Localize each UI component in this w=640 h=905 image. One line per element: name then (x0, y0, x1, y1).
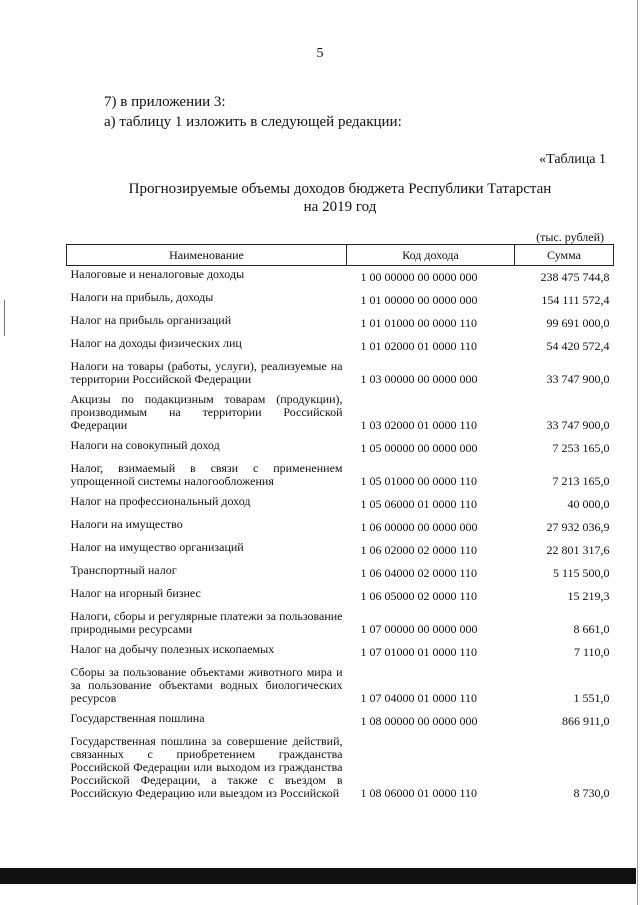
row-name: Налоги на имущество (70, 517, 183, 531)
intro-line-1: 7) в приложении 3: (104, 94, 226, 110)
table-row (67, 605, 614, 638)
table-row (67, 332, 614, 355)
table-row (67, 266, 614, 287)
row-name: Налоги на совокупный доход (70, 438, 220, 452)
row-code: 1 07 04000 01 0000 110 (360, 691, 478, 705)
table-row (67, 434, 614, 457)
row-sum: 238 475 744,8 (540, 270, 610, 284)
row-sum: 40 000,0 (567, 497, 610, 511)
row-code: 1 05 06000 01 0000 110 (360, 497, 478, 511)
row-code: 1 00 00000 00 0000 000 (360, 270, 478, 284)
scan-bottom-border (0, 868, 636, 884)
row-sum: 22 801 317,6 (546, 543, 610, 557)
table-row (67, 309, 614, 332)
row-name: Налоги, сборы и регулярные платежи за пользование природными ресурсами (70, 609, 343, 636)
row-name: Налоги на товары (работы, услуги), реализуемые на территории Российской Федерации (70, 359, 343, 386)
row-code: 1 08 00000 00 0000 000 (360, 714, 478, 728)
table-row (67, 286, 614, 309)
intro-line-2: а) таблицу 1 изложить в следующей редакции: (104, 114, 402, 130)
table-row (67, 730, 614, 802)
title-line-1: Прогнозируемые объемы доходов бюджета Республики Татарстан (128, 181, 552, 197)
title-line-2: на 2019 год (303, 199, 377, 215)
row-code: 1 01 01000 00 0000 110 (360, 316, 478, 330)
row-code: 1 06 04000 02 0000 110 (360, 566, 478, 580)
row-sum: 33 747 900,0 (546, 372, 610, 386)
table-header-row (67, 245, 614, 266)
table-row (67, 707, 614, 730)
row-code: 1 06 05000 02 0000 110 (360, 589, 478, 603)
row-code: 1 06 02000 02 0000 110 (360, 543, 478, 557)
table-row (67, 559, 614, 582)
row-sum: 8 730,0 (573, 786, 610, 800)
page-edge (637, 0, 638, 905)
row-name: Налог на игорный бизнес (70, 586, 201, 600)
table-row (67, 355, 614, 388)
row-code: 1 07 00000 00 0000 000 (360, 622, 478, 636)
row-code: 1 07 01000 01 0000 110 (360, 645, 478, 659)
income-table (66, 244, 614, 802)
row-sum: 33 747 900,0 (546, 418, 610, 432)
table-row (67, 388, 614, 434)
table-row (67, 513, 614, 536)
row-sum: 7 110,0 (573, 645, 610, 659)
row-sum: 5 115 500,0 (552, 566, 610, 580)
row-name: Государственная пошлина (70, 711, 205, 725)
document-title (60, 180, 620, 216)
row-code: 1 01 02000 01 0000 110 (360, 339, 478, 353)
row-sum: 7 253 165,0 (552, 441, 610, 455)
row-name: Акцизы по подакцизным товарам (продукции), производимым на территории Российской Федерации (70, 392, 343, 432)
row-code: 1 01 00000 00 0000 000 (360, 293, 478, 307)
header-name: Наименование (67, 245, 347, 266)
row-name: Государственная пошлина за совершение действий, связанных с приобретением гражданства Российской Федерации или выходом из гражданства Российской Федерации, а также с въездом в Российскую Федерацию или выездом из Российской (70, 734, 343, 800)
table-reference: «Таблица 1 (539, 152, 606, 167)
header-sum: Сумма (515, 245, 614, 266)
row-name: Налоговые и неналоговые доходы (70, 267, 245, 281)
row-sum: 1 551,0 (573, 691, 610, 705)
row-code: 1 08 06000 01 0000 110 (360, 786, 478, 800)
row-name: Налог, взимаемый в связи с применением упрощенной системы налогообложения (70, 461, 343, 488)
table-row (67, 457, 614, 490)
table-row (67, 638, 614, 661)
table-row (67, 490, 614, 513)
row-sum: 27 932 036,9 (546, 520, 610, 534)
row-name: Налог на имущество организаций (70, 540, 244, 554)
row-sum: 15 219,3 (567, 589, 610, 603)
row-code: 1 05 01000 00 0000 110 (360, 474, 478, 488)
row-sum: 8 661,0 (573, 622, 610, 636)
row-sum: 7 213 165,0 (552, 474, 610, 488)
row-name: Налог на добычу полезных ископаемых (70, 642, 275, 656)
row-sum: 154 111 572,4 (541, 293, 610, 307)
row-code: 1 06 00000 00 0000 000 (360, 520, 478, 534)
row-sum: 866 911,0 (561, 714, 610, 728)
table-row (67, 661, 614, 707)
row-name: Налоги на прибыль, доходы (70, 290, 214, 304)
row-name: Налог на прибыль организаций (70, 313, 232, 327)
header-code: Код дохода (347, 245, 515, 266)
scan-mark (4, 300, 5, 336)
row-name: Транспортный налог (70, 563, 177, 577)
row-name: Налог на профессиональный доход (70, 494, 251, 508)
row-code: 1 03 02000 01 0000 110 (360, 418, 478, 432)
row-sum: 54 420 572,4 (546, 339, 610, 353)
row-code: 1 05 00000 00 0000 000 (360, 441, 478, 455)
page-number: 5 (316, 46, 324, 61)
units-label: (тыс. рублей) (536, 230, 604, 244)
row-sum: 99 691 000,0 (546, 316, 610, 330)
row-name: Налог на доходы физических лиц (70, 336, 242, 350)
table-row (67, 536, 614, 559)
row-name: Сборы за пользование объектами животного мира и за пользование объектами водных биологических ресурсов (70, 665, 343, 705)
table-row (67, 582, 614, 605)
row-code: 1 03 00000 00 0000 000 (360, 372, 478, 386)
